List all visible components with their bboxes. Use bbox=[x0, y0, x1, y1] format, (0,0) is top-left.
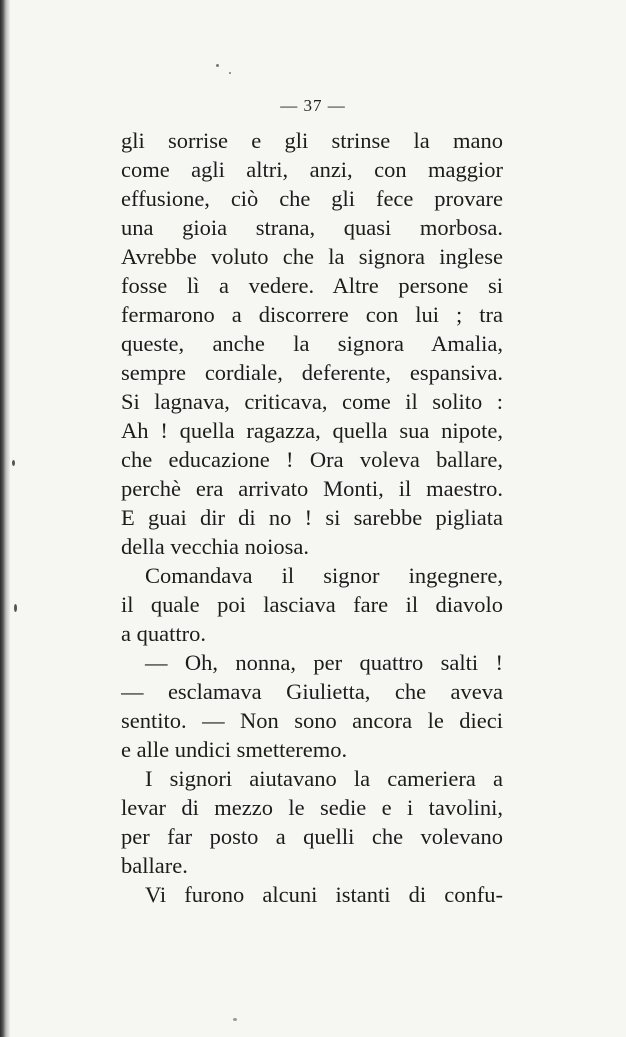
paper-speck bbox=[229, 72, 231, 74]
text-line: ballare. bbox=[121, 853, 188, 878]
text-line: gli sorrise e gli strinse la mano bbox=[121, 128, 503, 153]
text-line: E guai dir di no ! si sarebbe pigliata bbox=[121, 505, 503, 530]
text-line: Comandava il signor ingegnere, bbox=[145, 563, 503, 588]
text-line: sempre cordiale, deferente, espansiva. bbox=[121, 360, 503, 385]
paper-speck bbox=[216, 64, 219, 67]
text-line: sentito. — Non sono ancora le dieci bbox=[121, 708, 503, 733]
text-line: effusione, ciò che gli fece provare bbox=[121, 186, 503, 211]
paper-speck bbox=[14, 604, 17, 612]
body-text bbox=[121, 126, 503, 909]
text-line: Ah ! quella ragazza, quella sua nipote, bbox=[121, 418, 503, 443]
text-line: perchè era arrivato Monti, il maestro. bbox=[121, 476, 503, 501]
text-line: I signori aiutavano la cameriera a bbox=[145, 766, 503, 791]
text-line: Avrebbe voluto che la signora inglese bbox=[121, 244, 503, 269]
paper-speck bbox=[12, 460, 15, 466]
text-line: della vecchia noiosa. bbox=[121, 534, 310, 559]
text-line: a quattro. bbox=[121, 621, 206, 646]
book-spine-edge bbox=[0, 0, 10, 1037]
text-line: fosse lì a vedere. Altre persone si bbox=[121, 273, 503, 298]
text-line: Si lagnava, criticava, come il solito : bbox=[121, 389, 503, 414]
text-line: come agli altri, anzi, con maggior bbox=[121, 157, 503, 182]
text-line: il quale poi lasciava fare il diavolo bbox=[121, 592, 503, 617]
text-line: una gioia strana, quasi morbosa. bbox=[121, 215, 503, 240]
text-line: fermarono a discorrere con lui ; tra bbox=[121, 302, 503, 327]
text-line: e alle undici smetteremo. bbox=[121, 737, 348, 762]
text-line: levar di mezzo le sedie e i tavolini, bbox=[121, 795, 503, 820]
text-line: che educazione ! Ora voleva ballare, bbox=[121, 447, 503, 472]
text-line: Vi furono alcuni istanti di confu- bbox=[145, 882, 503, 907]
page-number: — 37 — bbox=[280, 96, 346, 115]
text-line: per far posto a quelli che volevano bbox=[121, 824, 503, 849]
paper-speck bbox=[233, 1018, 237, 1021]
text-line: queste, anche la signora Amalia, bbox=[121, 331, 503, 356]
text-line: — esclamava Giulietta, che aveva bbox=[121, 679, 503, 704]
text-line: — Oh, nonna, per quattro salti ! bbox=[145, 650, 503, 675]
